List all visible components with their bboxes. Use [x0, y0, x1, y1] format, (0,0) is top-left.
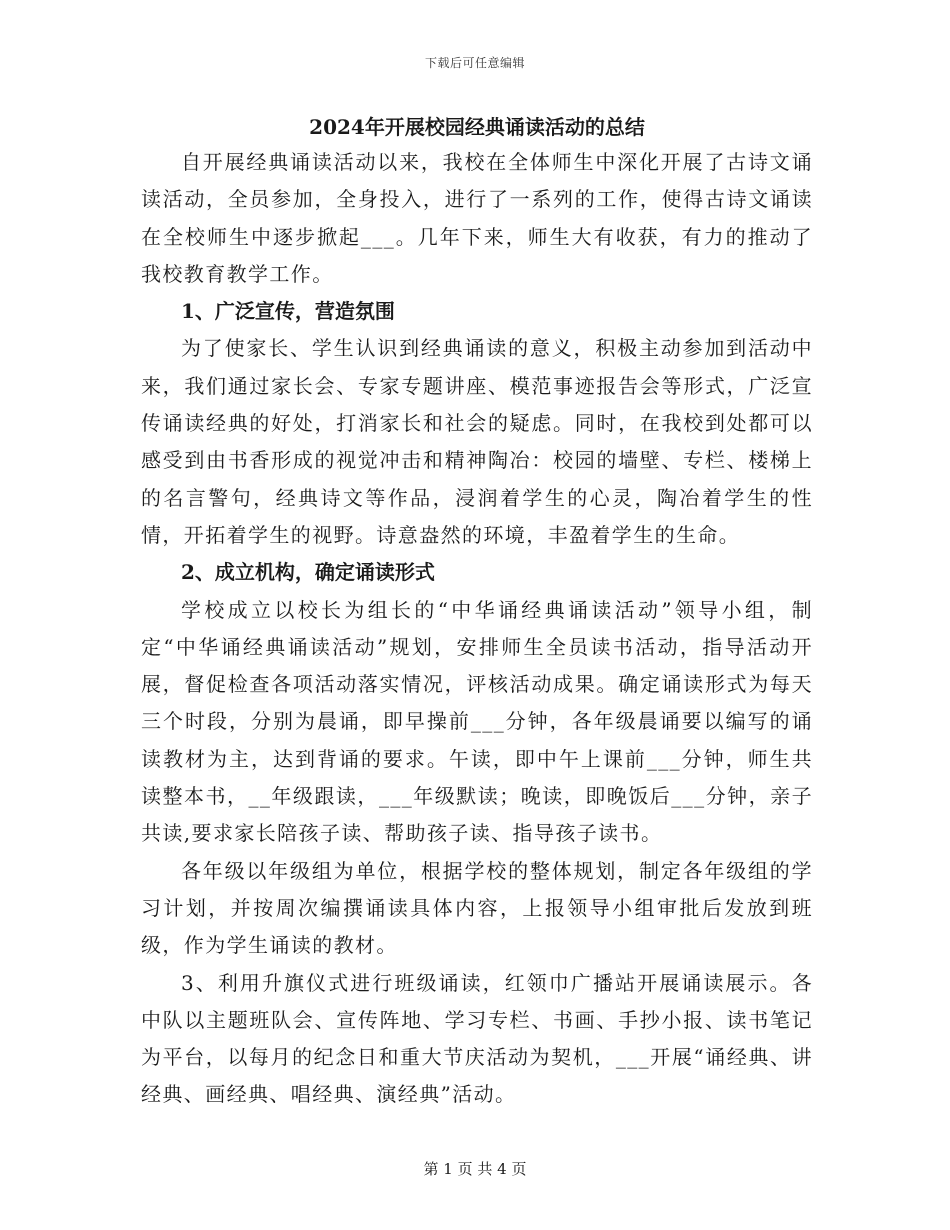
section-3-paragraph: 3、利用升旗仪式进行班级诵读，红领巾广播站开展诵读展示。各中队以主题班队会、宣传阵地、学习专栏、书画、手抄小报、读书笔记为平台，以每月的纪念日和重大节庆活动为契机，___开展“诵经典、讲经典、画经典、唱经典、演经典”活动。 [141, 970, 813, 1107]
page-footer: 第 1 页 共 4 页 [423, 1160, 527, 1178]
intro-paragraph: 自开展经典诵读活动以来，我校在全体师生中深化开展了古诗文诵读活动，全员参加，全身投入，进行了一系列的工作，使得古诗文诵读在全校师生中逐步掀起___。几年下来，师生大有收获，有力的推动了我校教育教学工作。 [141, 150, 813, 286]
section-heading-1: 1、广泛宣传，营造氛围 [181, 299, 395, 324]
section-2-paragraph: 学校成立以校长为组长的“中华诵经典诵读活动”领导小组，制定“中华诵经典诵读活动”规划，安排师生全员读书活动，指导活动开展，督促检查各项活动落实情况，评核活动成果。确定诵读形式为每天三个时段，分别为晨诵，即早操前___分钟，各年级晨诵要以编写的诵读教材为主，达到背诵的要求。午读，即中午上课前___分钟，师生共读整本书，__年级跟读，___年级默读；晚读，即晚饭后___分钟，亲子共读,要求家长陪孩子读、帮助孩子读、指导孩子读书。 [141, 597, 813, 846]
document-body [141, 112, 813, 1114]
section-1-paragraph: 为了使家长、学生认识到经典诵读的意义，积极主动参加到活动中来，我们通过家长会、专家专题讲座、模范事迹报告会等形式，广泛宣传诵读经典的好处，打消家长和社会的疑虑。同时，在我校到处都可以感受到由书香形成的视觉冲击和精神陶冶：校园的墙壁、专栏、楼梯上的名言警句，经典诗文等作品，浸润着学生的心灵，陶冶着学生的性情，开拓着学生的视野。诗意盎然的环境，丰盈着学生的生命。 [141, 336, 813, 547]
header-note: 下载后可任意编辑 [424, 56, 525, 70]
section-heading-2: 2、成立机构，确定诵读形式 [181, 560, 435, 585]
section-2-paragraph-2: 各年级以年级组为单位，根据学校的整体规划，制定各年级组的学习计划，并按周次编撰诵读具体内容，上报领导小组审批后发放到班级，作为学生诵读的教材。 [141, 858, 813, 958]
document-title: 2024年开展校园经典诵读活动的总结 [309, 115, 645, 139]
